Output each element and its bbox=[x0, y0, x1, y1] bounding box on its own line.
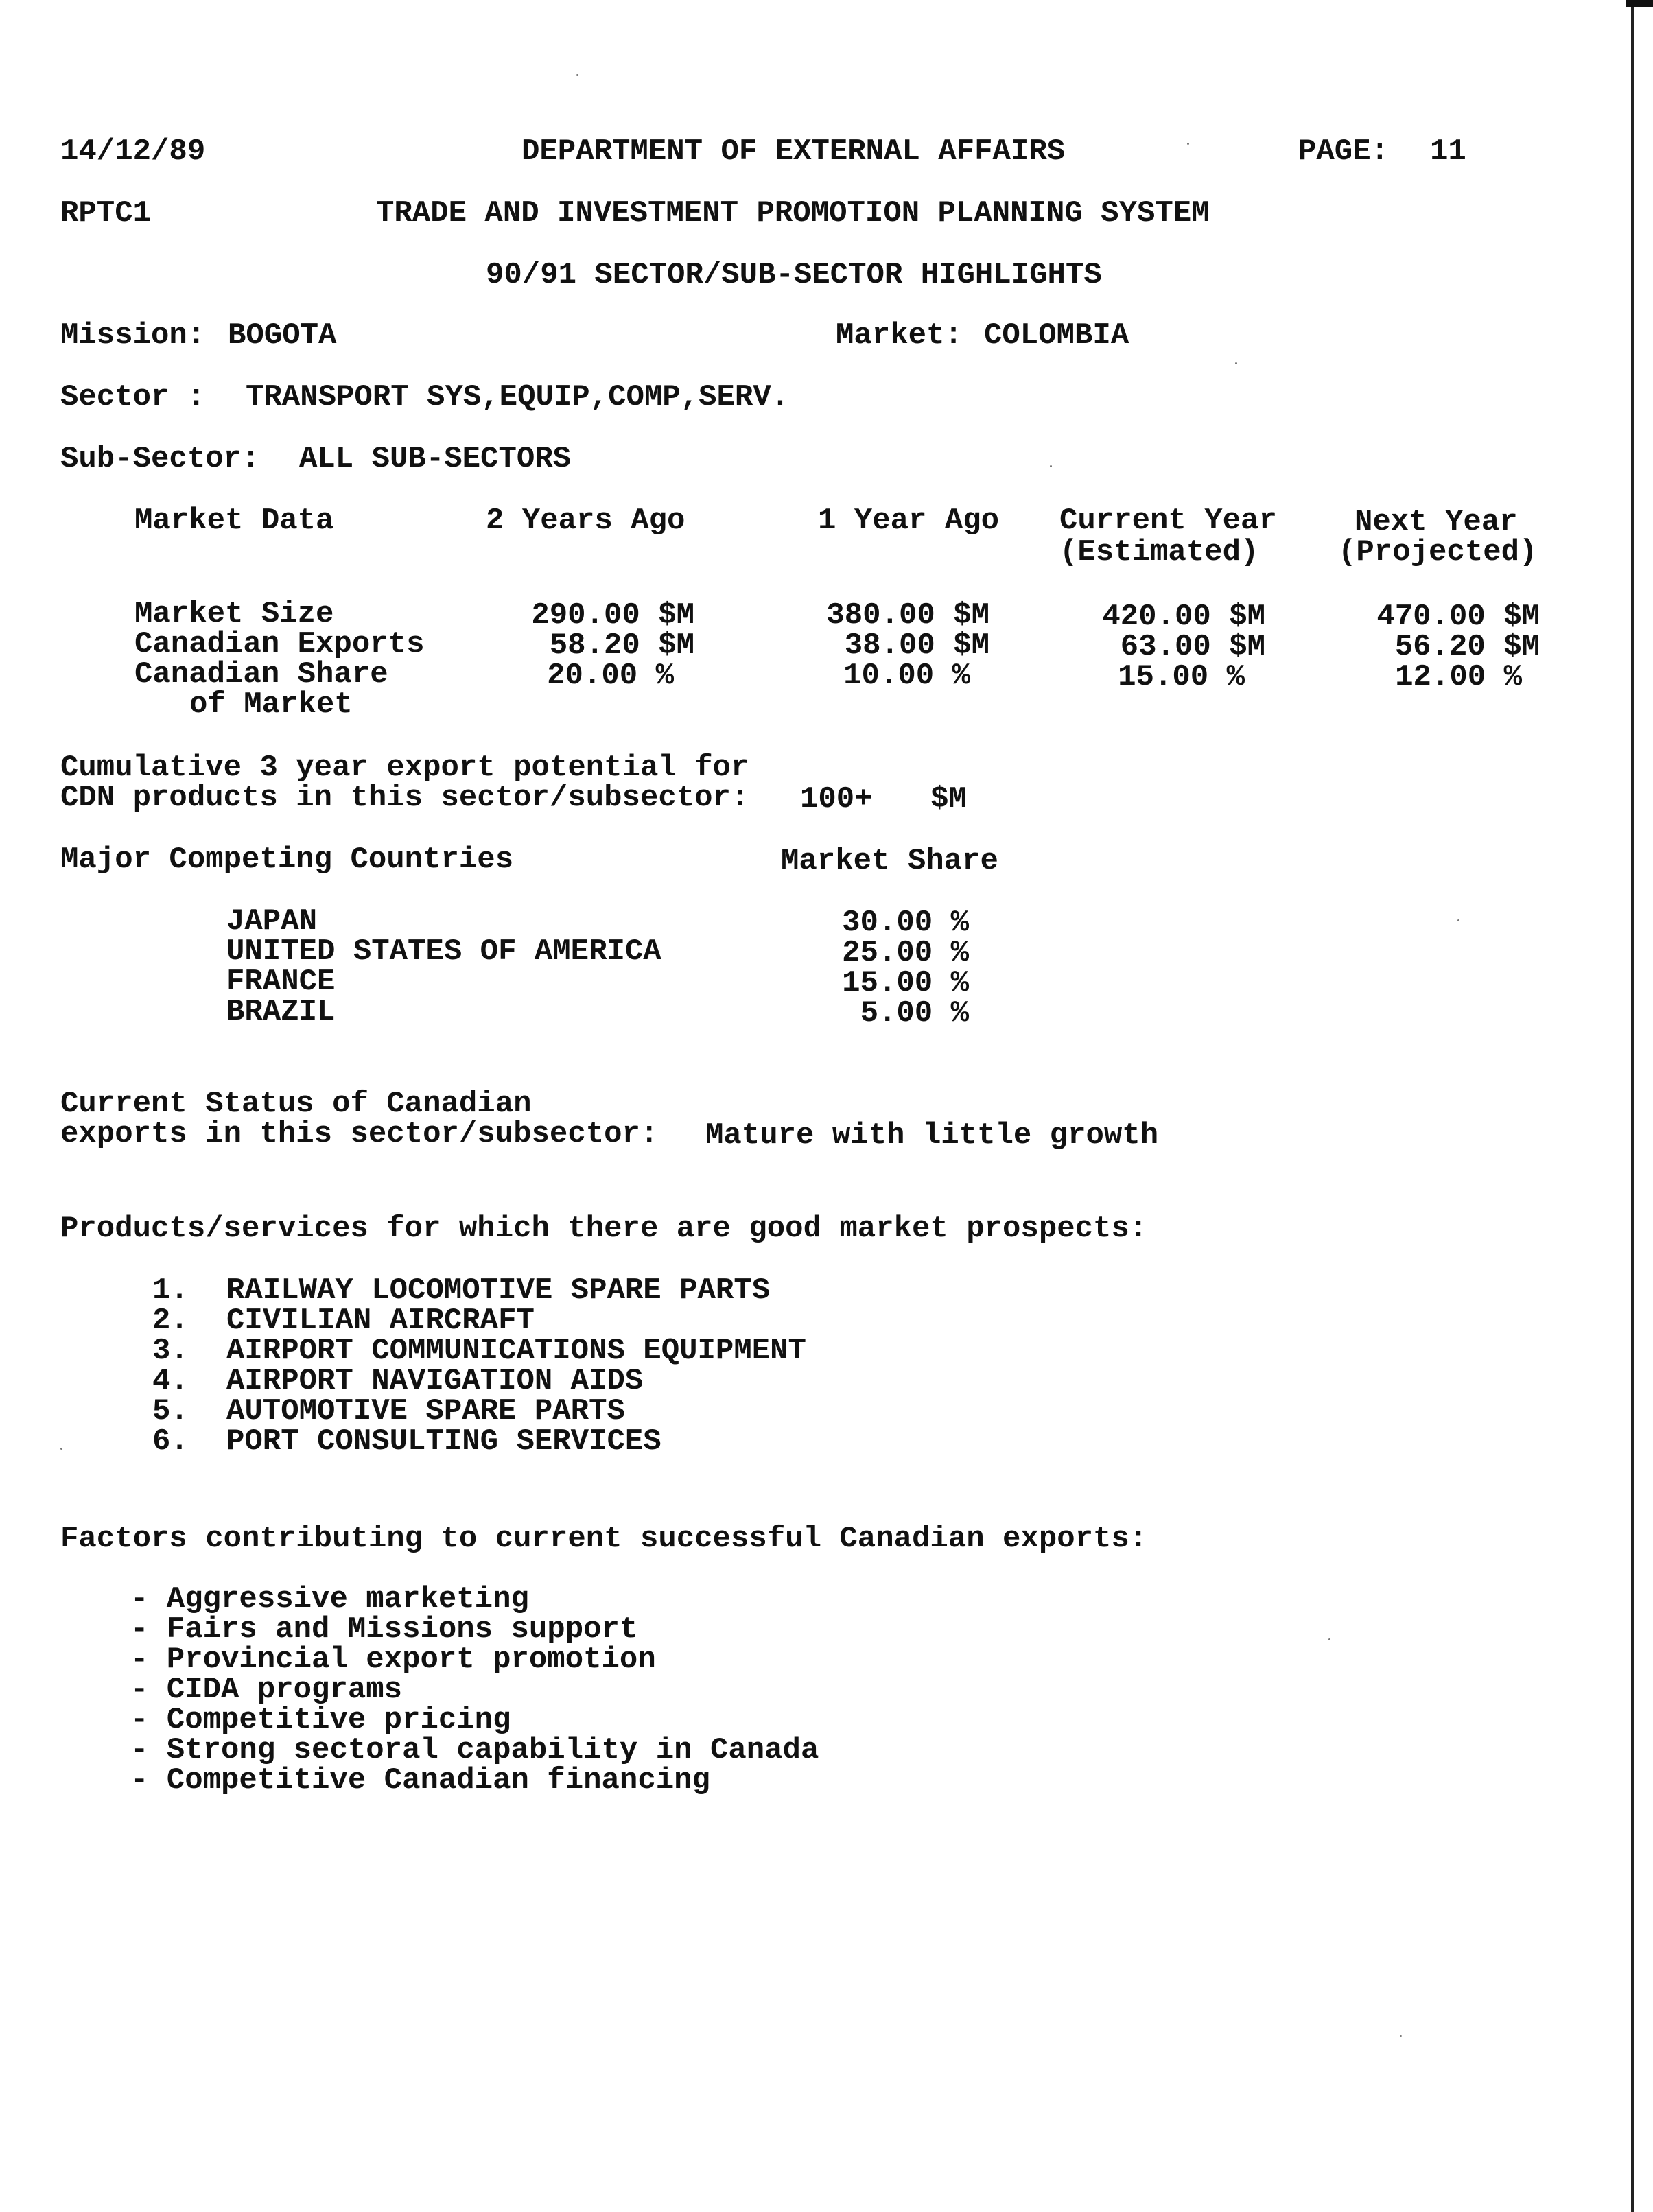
item-number: 4. bbox=[152, 1364, 189, 1398]
scan-speck bbox=[1187, 143, 1189, 145]
item-number: 6. bbox=[152, 1424, 189, 1459]
page-edge-line bbox=[1631, 0, 1634, 2212]
cell-value: 10.00 % bbox=[843, 659, 970, 693]
cell-value: 470.00 $M bbox=[1376, 600, 1540, 634]
list-item: - CIDA programs bbox=[130, 1673, 403, 1707]
row-label: Canadian Share bbox=[134, 657, 388, 692]
system-title: TRADE AND INVESTMENT PROMOTION PLANNING SYSTEM bbox=[376, 196, 1210, 231]
column-header-market-data: Market Data bbox=[134, 504, 334, 538]
prospects-header: Products/services for which there are good market prospects: bbox=[60, 1212, 1148, 1246]
cell-value: 58.20 $M bbox=[549, 628, 694, 663]
item-number: 1. bbox=[152, 1273, 189, 1308]
scan-speck bbox=[1328, 1638, 1330, 1640]
column-header-projected: (Projected) bbox=[1338, 535, 1538, 569]
item-number: 2. bbox=[152, 1304, 189, 1338]
potential-line-1: Cumulative 3 year export potential for bbox=[60, 751, 749, 785]
potential-value: 100+ bbox=[800, 782, 873, 816]
list-item: - Aggressive marketing bbox=[130, 1582, 529, 1616]
country-name: UNITED STATES OF AMERICA bbox=[226, 934, 661, 969]
report-code: RPTC1 bbox=[60, 196, 152, 231]
row-label: Market Size bbox=[134, 597, 334, 631]
scan-speck bbox=[1235, 362, 1237, 364]
cell-value: 38.00 $M bbox=[844, 628, 989, 663]
cell-value: 63.00 $M bbox=[1120, 630, 1265, 664]
column-header-1-year-ago: 1 Year Ago bbox=[818, 504, 1000, 538]
cell-value: 290.00 $M bbox=[531, 598, 694, 633]
country-name: FRANCE bbox=[226, 965, 336, 999]
report-date: 14/12/89 bbox=[60, 134, 206, 169]
cell-value: 420.00 $M bbox=[1102, 600, 1265, 634]
department-title: DEPARTMENT OF EXTERNAL AFFAIRS bbox=[521, 134, 1066, 169]
potential-unit: $M bbox=[930, 782, 967, 816]
scan-speck bbox=[60, 1448, 62, 1450]
cell-value: 12.00 % bbox=[1395, 660, 1522, 694]
report-title: 90/91 SECTOR/SUB-SECTOR HIGHLIGHTS bbox=[486, 258, 1102, 292]
country-name: BRAZIL bbox=[226, 995, 336, 1029]
status-line-2: exports in this sector/subsector: bbox=[60, 1117, 659, 1151]
competitors-header: Major Competing Countries bbox=[60, 843, 514, 877]
cell-value: 20.00 % bbox=[547, 659, 674, 693]
list-item: - Competitive Canadian financing bbox=[130, 1763, 710, 1798]
subsector-value: ALL SUB-SECTORS bbox=[299, 442, 572, 476]
potential-line-2: CDN products in this sector/subsector: bbox=[60, 781, 749, 815]
item-number: 3. bbox=[152, 1334, 189, 1368]
sector-label: Sector : bbox=[60, 380, 206, 414]
column-header-2-years-ago: 2 Years Ago bbox=[486, 504, 685, 538]
country-share: 25.00 % bbox=[842, 936, 969, 970]
scan-speck bbox=[1400, 2035, 1402, 2037]
market-label: Market: bbox=[836, 318, 963, 353]
cell-value: 15.00 % bbox=[1118, 660, 1245, 694]
list-item: - Competitive pricing bbox=[130, 1703, 511, 1737]
country-share: 15.00 % bbox=[842, 966, 969, 1000]
row-label: Canadian Exports bbox=[134, 627, 425, 661]
mission-value: BOGOTA bbox=[228, 318, 337, 353]
scan-speck bbox=[576, 74, 578, 76]
scan-speck bbox=[1050, 465, 1052, 467]
factors-header: Factors contributing to current successful Canadian exports: bbox=[60, 1522, 1148, 1556]
item-text: CIVILIAN AIRCRAFT bbox=[226, 1304, 535, 1338]
sector-value: TRANSPORT SYS,EQUIP,COMP,SERV. bbox=[246, 380, 790, 414]
page-label: PAGE: bbox=[1298, 134, 1390, 169]
status-value: Mature with little growth bbox=[705, 1118, 1159, 1153]
item-text: AIRPORT COMMUNICATIONS EQUIPMENT bbox=[226, 1334, 806, 1368]
item-text: PORT CONSULTING SERVICES bbox=[226, 1424, 661, 1459]
cell-value: 380.00 $M bbox=[826, 598, 989, 633]
market-value: COLOMBIA bbox=[984, 318, 1129, 353]
market-share-header: Market Share bbox=[781, 844, 998, 878]
cell-value: 56.20 $M bbox=[1394, 630, 1540, 664]
row-label-continued: of Market bbox=[189, 687, 353, 722]
status-line-1: Current Status of Canadian bbox=[60, 1087, 532, 1121]
column-header-current-year: Current Year bbox=[1059, 504, 1277, 538]
country-name: JAPAN bbox=[226, 904, 318, 939]
scan-speck bbox=[1457, 919, 1459, 921]
page-edge-mark bbox=[1626, 0, 1653, 7]
page-number: 11 bbox=[1430, 134, 1466, 169]
column-header-next-year: Next Year bbox=[1355, 505, 1518, 539]
item-text: AUTOMOTIVE SPARE PARTS bbox=[226, 1394, 625, 1428]
country-share: 30.00 % bbox=[842, 906, 969, 940]
list-item: - Strong sectoral capability in Canada bbox=[130, 1733, 819, 1767]
item-text: AIRPORT NAVIGATION AIDS bbox=[226, 1364, 644, 1398]
item-number: 5. bbox=[152, 1394, 189, 1428]
mission-label: Mission: bbox=[60, 318, 206, 353]
list-item: - Fairs and Missions support bbox=[130, 1612, 638, 1647]
country-share: 5.00 % bbox=[860, 996, 969, 1031]
item-text: RAILWAY LOCOMOTIVE SPARE PARTS bbox=[226, 1273, 771, 1308]
list-item: - Provincial export promotion bbox=[130, 1643, 656, 1677]
column-header-estimated: (Estimated) bbox=[1059, 535, 1259, 569]
subsector-label: Sub-Sector: bbox=[60, 442, 260, 476]
